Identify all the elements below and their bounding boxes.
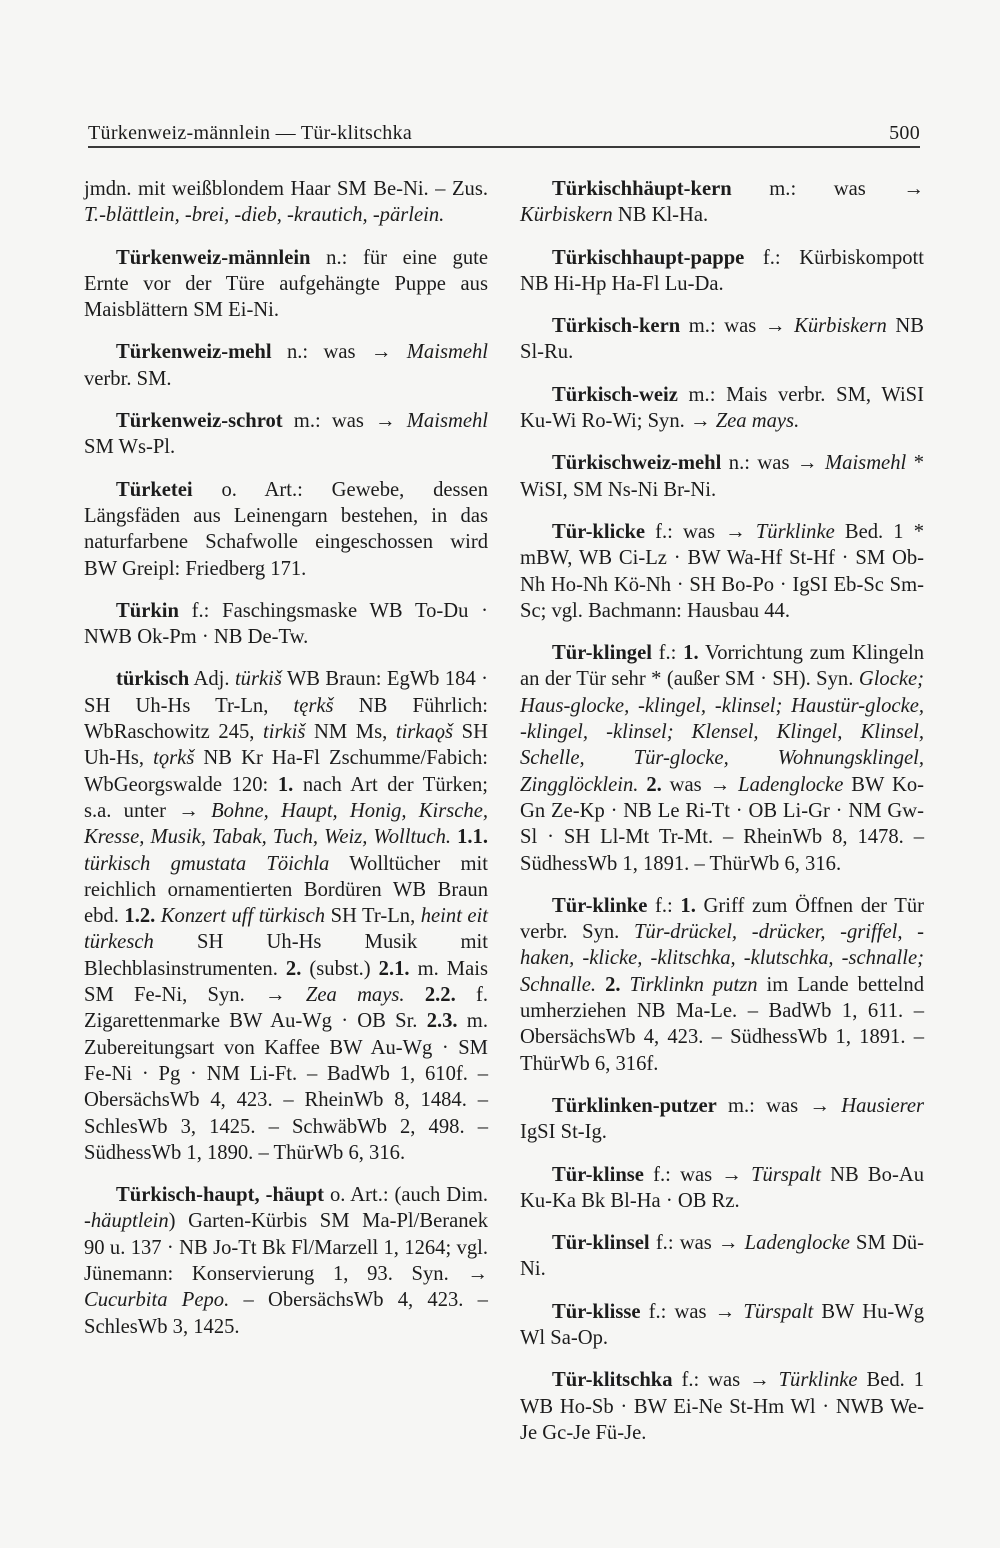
italic-term: Maismehl bbox=[406, 410, 488, 433]
entry-tuerketei bbox=[84, 477, 488, 582]
entry-tuerkischhaeupt-kern bbox=[520, 176, 924, 229]
entry-tuerkenweiz-schrot bbox=[84, 408, 488, 461]
entry-text: NB Kl-Ha. bbox=[612, 204, 709, 227]
left-column bbox=[84, 176, 488, 1356]
sense-number: 1. bbox=[277, 773, 294, 796]
italic-term: Kürbiskern bbox=[520, 204, 613, 227]
entry-text: BW Hu-Wg Wl Sa-Op. bbox=[520, 1300, 924, 1349]
headword: Türkisch-haupt, -häupt bbox=[116, 1184, 324, 1207]
headword: Türkenweiz-schrot bbox=[116, 410, 283, 433]
entry-text: NB Sl-Ru. bbox=[520, 315, 924, 364]
entry-tuerkisch-kern bbox=[520, 313, 924, 366]
header-rule bbox=[88, 146, 920, 148]
entry-tuerkischhaupt-pappe bbox=[520, 245, 924, 298]
entry-text: WB Braun: EgWb 184 · SH Uh-Hs Tr-Ln, bbox=[84, 668, 489, 717]
entry-text: f. Zigarettenmarke BW Au-Wg · OB Sr. bbox=[84, 984, 489, 1033]
headword: Türkenweiz-männlein bbox=[116, 246, 311, 269]
sense-number: 2. bbox=[285, 957, 302, 980]
headword: Tür-klisse bbox=[552, 1300, 641, 1323]
headword: Tür-klinsel bbox=[552, 1232, 650, 1255]
running-title: Türkenweiz-männlein — Tür-klitschka bbox=[88, 122, 413, 144]
italic-term: Cucurbita Pepo. bbox=[84, 1289, 230, 1312]
headword: Tür-klingel bbox=[552, 642, 652, 665]
entry-text: jmdn. mit weißblondem Haar SM Be-Ni. – Zus. bbox=[84, 178, 488, 200]
entry-text: NB Kr Ha-Fl Zschumme/Fabich: WbGeorgswalde 120: bbox=[84, 747, 488, 796]
entry-text: SH Uh-Hs Musik mit Blechblasinstrumenten. bbox=[84, 931, 488, 980]
entry-text: m. Zubereitungsart von Kaffee BW Au-Wg · SM Fe-Ni · Pg · NM Li-Ft. – BadWb 1, 610f. – ObersächsWb 4, 423. – RheinWb 8, 1484. – SchlesWb 3, 1425. – SchwäbWb 2, 498. – SüdhessWb 1, 1890. – ThürWb 6, 316. bbox=[84, 1010, 488, 1164]
entry-tuerkisch bbox=[84, 666, 488, 1166]
italic-term: Ladenglocke bbox=[738, 773, 844, 796]
entry-tuer-klicke bbox=[520, 519, 924, 624]
entry-text: ) Garten-Kürbis SM Ma-Pl/Beranek 90 u. 137 · NB Jo-Tt Bk Fl/Marzell 1, 1264; vgl. Jünemann: Konservierung 1, 93. Syn. → bbox=[84, 1210, 488, 1285]
entry-text: verbr. SM. bbox=[84, 367, 172, 390]
entry-text: m.: Mais verbr. SM, WiSI Ku-Wi Ro-Wi; Syn. → bbox=[520, 383, 924, 433]
sense-number: 1.1. bbox=[457, 826, 488, 849]
sense-number: 1. bbox=[680, 894, 696, 917]
entry-text: f.: was → bbox=[640, 1300, 744, 1323]
italic-term: Zea mays. bbox=[305, 984, 405, 1007]
entry-tuer-klitschka bbox=[520, 1367, 924, 1446]
right-column bbox=[520, 176, 924, 1462]
entry-text: SH Tr-Ln, bbox=[325, 905, 421, 928]
entry-tuer-klingel bbox=[520, 640, 924, 877]
headword: Tür-klicke bbox=[552, 520, 646, 543]
entry-text: nach Art der Türken; s.a. unter → bbox=[84, 773, 488, 822]
italic-term: Tirklinkn putzn bbox=[629, 973, 758, 996]
entry-text: * WiSI, SM Ns-Ni Br-Ni. bbox=[520, 452, 924, 501]
italic-term: Ladenglocke bbox=[744, 1232, 850, 1255]
entry-text: Bed. 1 WB Ho-Sb · BW Ei-Ne St-Hm Wl · NWB We-Je Gc-Je Fü-Je. bbox=[520, 1369, 924, 1444]
italic-term: Glocke; Haus-glocke, -klingel, -klinsel; Haustür-glocke, -klingel, -klinsel; Klensel, Klingel, Klinsel, Schelle, Tür-glocke, Wohnungsklingel, Zingglöcklein. bbox=[520, 668, 924, 796]
entry-text: BW Ko-Gn Ze-Kp · NB Le Ri-Tt · OB Li-Gr · NM Gw-Sl · SH Ll-Mt Tr-Mt. – RheinWb 8, 1478. – SüdhessWb 1, 1891. – ThürWb 6, 316. bbox=[520, 773, 924, 875]
headword: Tür-klitschka bbox=[552, 1369, 673, 1392]
entry-text: f.: was → bbox=[649, 1232, 745, 1255]
entry-tuer-klinse bbox=[520, 1162, 924, 1215]
italic-term: Maismehl bbox=[406, 341, 488, 364]
entry-tuerkisch-haupt bbox=[84, 1182, 488, 1340]
italic-term: Konzert uff türkisch bbox=[160, 905, 326, 928]
entry-text: Adj. bbox=[189, 668, 235, 691]
headword: Türkisch-kern bbox=[552, 315, 681, 338]
headword: Tür-klinse bbox=[552, 1163, 644, 1186]
headword: Türkin bbox=[116, 599, 179, 622]
sense-number: 2. bbox=[605, 973, 621, 996]
entry-text: SH Uh-Hs, bbox=[84, 721, 488, 770]
headword: Türkischhaupt-pappe bbox=[552, 246, 745, 269]
italic-term: Hausierer bbox=[841, 1094, 924, 1117]
italic-term: tęrkš bbox=[293, 694, 334, 717]
italic-term: türkiš bbox=[234, 668, 282, 691]
entry-text: was → bbox=[661, 773, 739, 796]
entry-tuerkenweiz-mehl bbox=[84, 339, 488, 392]
italic-term: Türklinke bbox=[755, 520, 835, 543]
entry-tuer-klinke bbox=[520, 893, 924, 1077]
headword: Türketei bbox=[116, 478, 193, 501]
entry-text: – ObersächsWb 4, 423. – SchlesWb 3, 1425. bbox=[84, 1289, 488, 1338]
italic-term: tǫrkš bbox=[153, 747, 195, 770]
entry-text bbox=[621, 974, 630, 996]
entry-text: n.: für eine gute Ernte vor der Türe aufgehängte Puppe aus Maisblättern SM Ei-Ni. bbox=[84, 246, 488, 322]
entry-text: m.: was → bbox=[716, 1094, 842, 1117]
italic-term: Türspalt bbox=[743, 1300, 814, 1323]
entry-text: f.: Kürbiskompott NB Hi-Hp Ha-Fl Lu-Da. bbox=[520, 246, 924, 295]
entry-text: NM Ms, bbox=[305, 721, 396, 744]
entry-text: SM Ws-Pl. bbox=[84, 436, 176, 459]
italic-term: tirkiš bbox=[263, 721, 306, 744]
entry-text: NB Bo-Au Ku-Ka Bk Bl-Ha · OB Rz. bbox=[520, 1163, 924, 1212]
entry-text: m.: was → bbox=[680, 315, 795, 338]
entry-text: Griff zum Öffnen der Tür verbr. Syn. bbox=[520, 894, 924, 944]
sense-number: 1. bbox=[683, 642, 699, 665]
entry-text: f.: Faschingsmaske WB To-Du · NWB Ok-Pm · NB De-Tw. bbox=[84, 599, 488, 649]
italic-term: heint eit türkesch bbox=[84, 905, 488, 954]
entry-tuerkisch-weiz bbox=[520, 382, 924, 435]
headword: Tür-klinke bbox=[552, 894, 648, 917]
italic-term: T.-blättlein, -brei, -dieb, -krautich, -pärlein. bbox=[84, 204, 445, 227]
page-number: 500 bbox=[889, 122, 920, 144]
entry-text: Vorrichtung zum Klingeln an der Tür sehr * (außer SM · SH). Syn. bbox=[520, 642, 924, 691]
italic-term: Tür-drückel, -drücker, -griffel, -haken, -klicke, -klitschka, -klutschka, -schnalle; Schnalle. bbox=[520, 921, 924, 996]
italic-term: Bohne, Haupt, Honig, Kirsche, Kresse, Musik, Tabak, Tuch, Weiz, Wolltuch. bbox=[84, 799, 488, 849]
headword: Türklinken-putzer bbox=[552, 1094, 717, 1117]
italic-term: Türklinke bbox=[778, 1369, 858, 1392]
sense-number: 2.1. bbox=[378, 957, 410, 980]
entry-text: f.: was → bbox=[672, 1369, 779, 1392]
entry-tuerkischweiz-mehl bbox=[520, 450, 924, 503]
headword: türkisch bbox=[116, 668, 190, 691]
entry-text: o. Art.: Gewebe, dessen Längsfäden aus Leinengarn bestehen, in das naturfarbene Schafwolle eingeschossen wird BW Greipl: Friedberg 171. bbox=[84, 478, 488, 580]
italic-term: -häuptlein bbox=[84, 1210, 169, 1233]
italic-term: Türspalt bbox=[751, 1163, 821, 1186]
headword: Türkischhäupt-kern bbox=[552, 178, 732, 200]
entry-text bbox=[405, 984, 425, 1006]
entry-text: f.: bbox=[647, 894, 681, 917]
entry-text: im Lande bettelnd umherziehen NB Ma-Le. – BadWb 1, 611. – ObersächsWb 4, 423. – SüdhessWb 1, 1891. – ThürWb 6, 316f. bbox=[520, 973, 924, 1075]
italic-term: Maismehl bbox=[825, 452, 907, 475]
entry-text: Bed. 1 * mBW, WB Ci-Lz · BW Wa-Hf St-Hf · SM Ob-Nh Ho-Nh Kö-Nh · SH Bo-Po · IgSI Eb-Sc Sm-Sc; vgl. Bachmann: Hausbau 44. bbox=[520, 520, 924, 622]
entry-text: o. Art.: (auch Dim. bbox=[323, 1184, 489, 1207]
italic-term: türkisch gmustata Töichla bbox=[84, 852, 330, 875]
italic-term: Kürbiskern bbox=[794, 315, 887, 338]
headword: Türkenweiz-mehl bbox=[116, 341, 272, 364]
sense-number: 2. bbox=[646, 773, 662, 796]
headword: Türkischweiz-mehl bbox=[552, 452, 722, 475]
entry-tuerklinken-putzer bbox=[520, 1093, 924, 1146]
entry-text bbox=[596, 974, 605, 996]
sense-number: 1.2. bbox=[124, 905, 156, 928]
entry-text: Wolltücher mit reichlich ornamentierten Bordüren WB Braun ebd. bbox=[84, 852, 488, 928]
entry-text: IgSI St-Ig. bbox=[520, 1121, 607, 1144]
sense-number: 2.3. bbox=[426, 1010, 458, 1033]
entry-text: SM Dü-Ni. bbox=[520, 1232, 924, 1281]
entry-text: m.: was → bbox=[282, 410, 407, 433]
entry-text: m. Mais SM Fe-Ni, Syn. → bbox=[84, 957, 488, 1007]
entry-text: NB Führlich: WbRaschowitz 245, bbox=[84, 694, 488, 744]
entry-tuer-klisse bbox=[520, 1299, 924, 1352]
sense-number: 2.2. bbox=[424, 984, 456, 1007]
entry-tuerkenweiz-maennlein bbox=[84, 245, 488, 324]
entry-text: f.: was → bbox=[645, 520, 756, 543]
entry-tuer-klinsel bbox=[520, 1230, 924, 1283]
entry-text: m.: was → bbox=[731, 178, 924, 200]
headword: Türkisch-weiz bbox=[552, 383, 678, 406]
entry-text: n.: was → bbox=[721, 452, 825, 475]
italic-term: Zea mays. bbox=[715, 410, 800, 433]
entry-tuerkin bbox=[84, 598, 488, 651]
italic-term: tirkaǫš bbox=[395, 721, 454, 744]
entry-text: n.: was → bbox=[271, 341, 407, 364]
entry-text: (subst.) bbox=[301, 957, 379, 980]
entry-cont bbox=[84, 176, 488, 229]
entry-text: f.: bbox=[651, 642, 684, 665]
entry-text: f.: was → bbox=[643, 1163, 752, 1186]
